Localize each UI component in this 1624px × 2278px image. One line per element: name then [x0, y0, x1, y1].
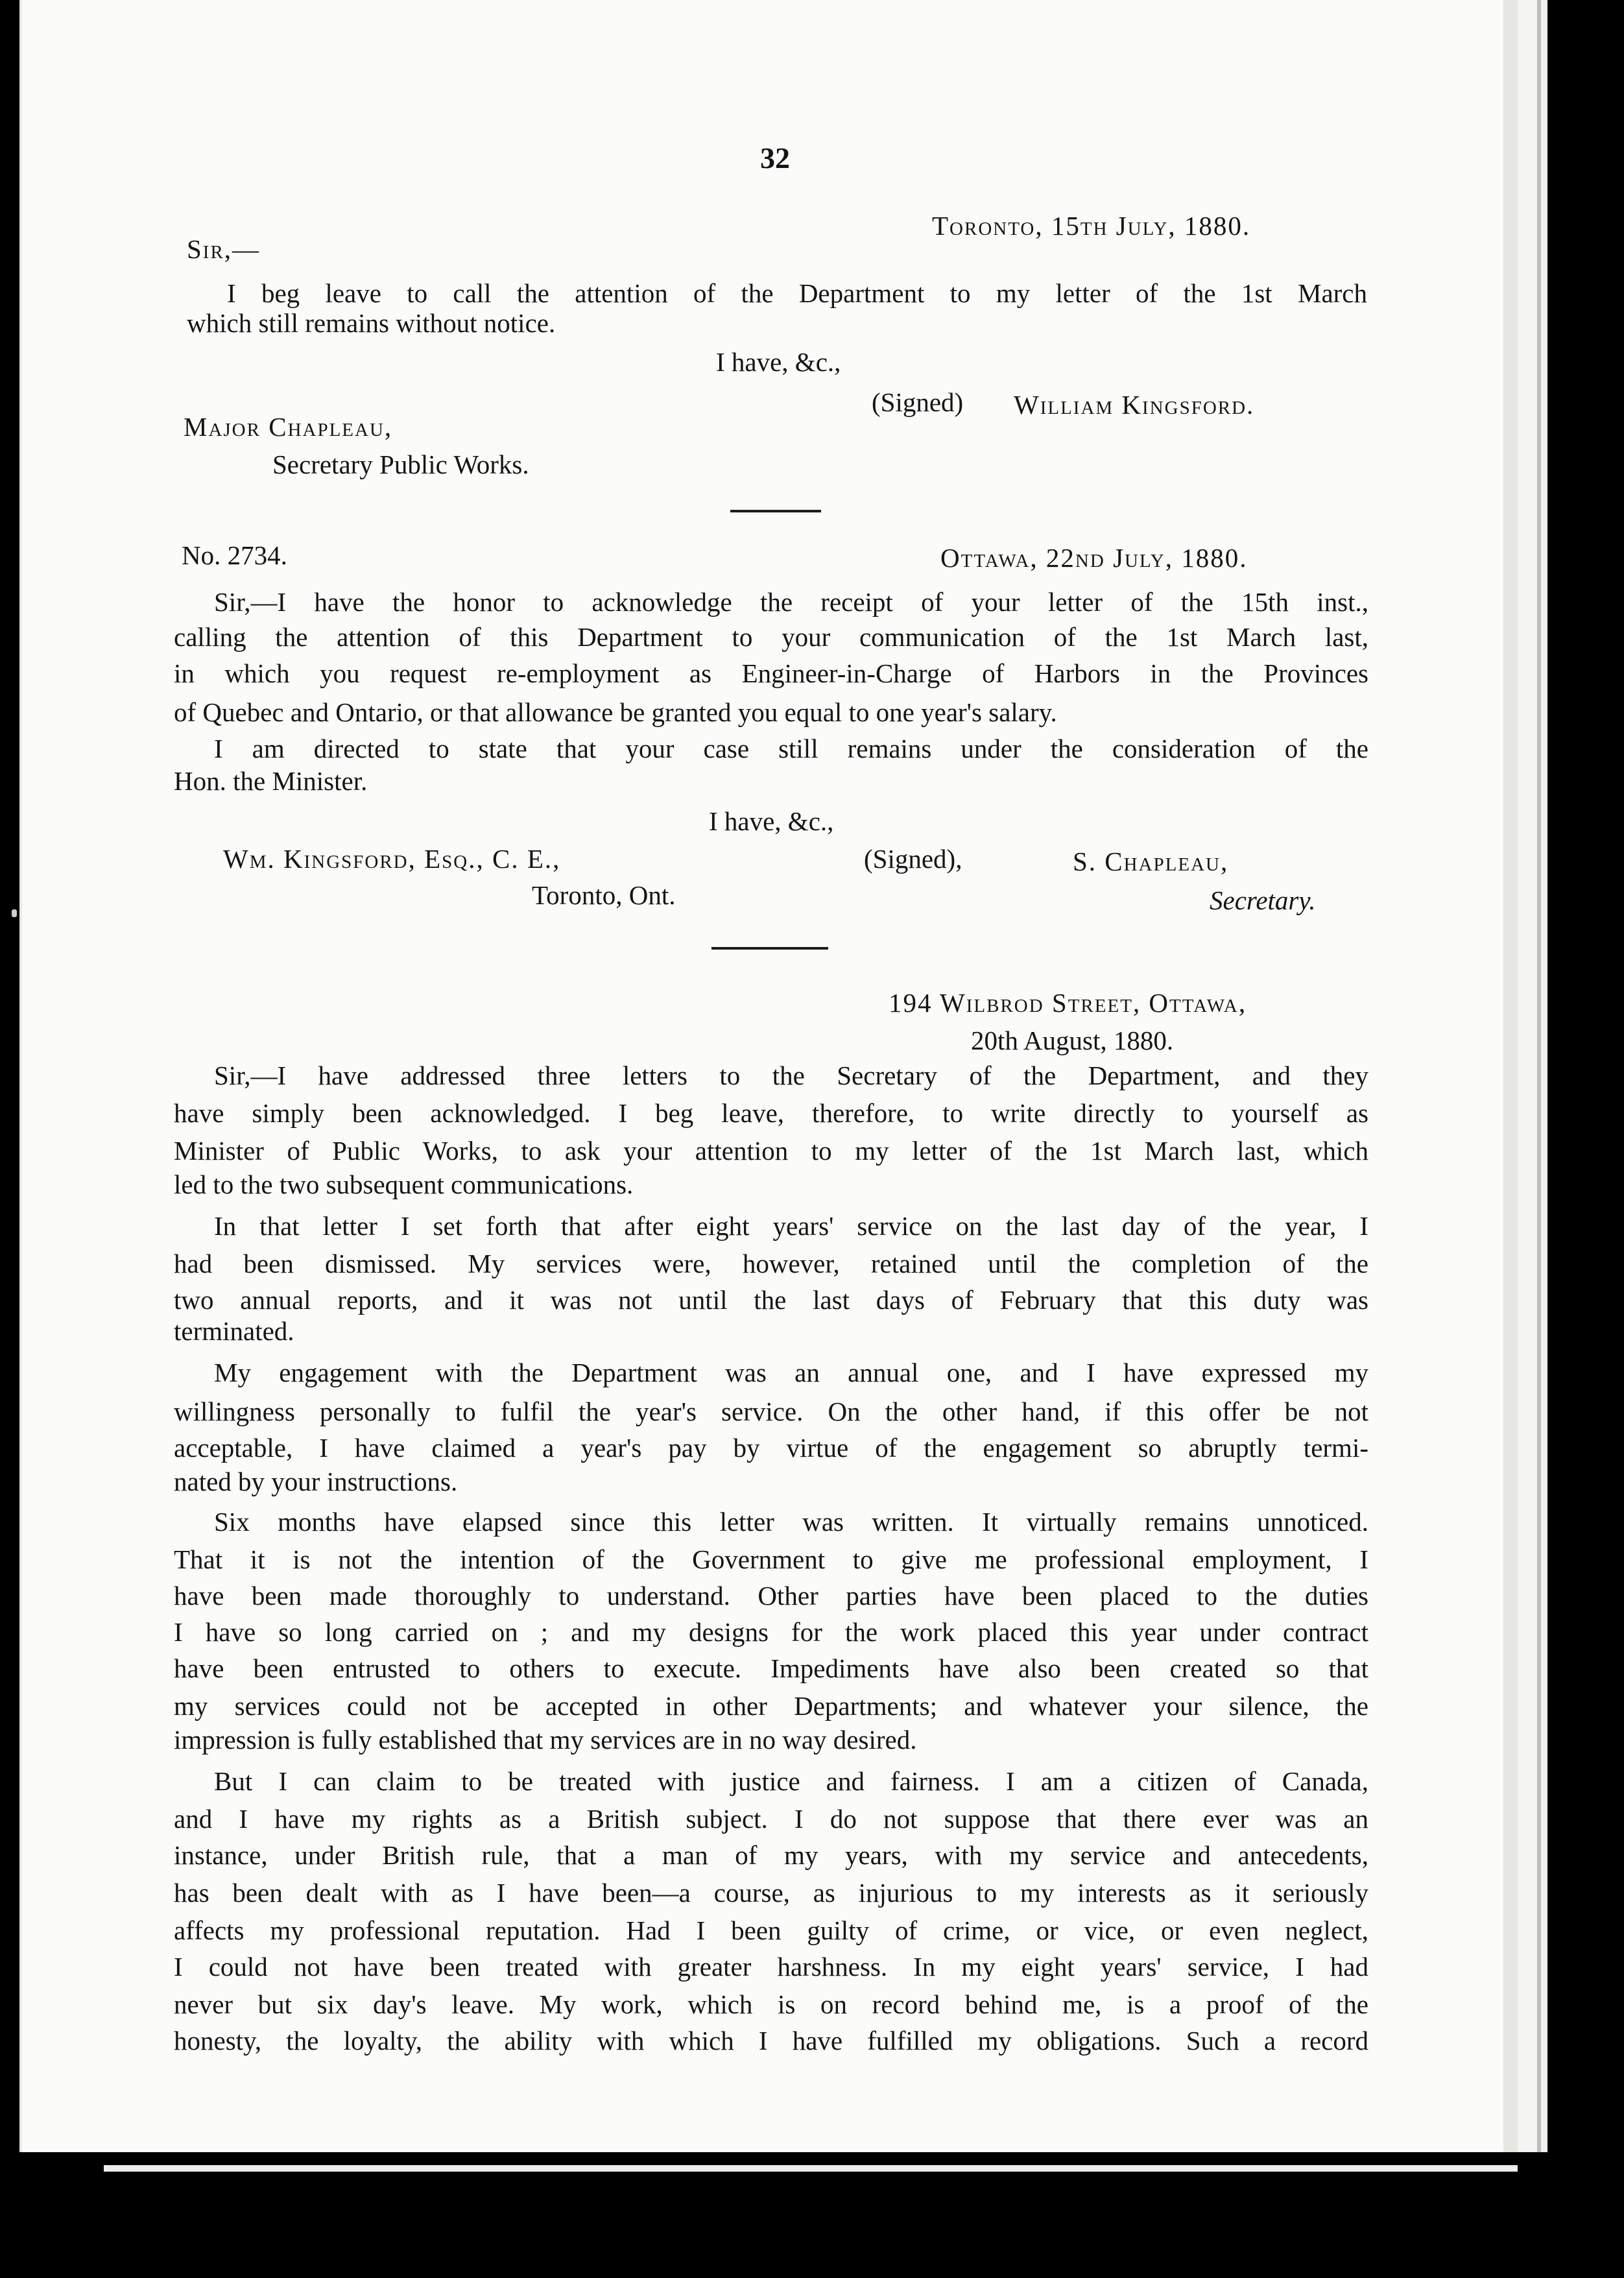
letter2-signature: S. Chapleau,: [1073, 846, 1229, 876]
letter2-body-line: I am directed to state that your case still remains under the consideration of the: [214, 734, 1368, 763]
letter3-body-line: terminated.: [174, 1316, 294, 1346]
letter1-closing: I have, &c.,: [716, 347, 841, 377]
page-edge: [1518, 0, 1537, 2278]
letter3-body-line: honesty, the loyalty, the ability with which I have fulfilled my obligations. Such a record: [174, 2026, 1368, 2056]
page-edge: [1503, 0, 1518, 2278]
letter2-place-date: Ottawa, 22nd July, 1880.: [940, 543, 1248, 573]
letter2-addressee-name: Wm. Kingsford, Esq., C. E.,: [223, 844, 561, 874]
letter1-signed: (Signed): [872, 387, 964, 417]
letter2-body-line: in which you request re-employment as Engineer-in-Charge of Harbors in the Provinces: [174, 658, 1368, 688]
letter1-place-date: Toronto, 15th July, 1880.: [932, 211, 1251, 241]
letter3-body-line: two annual reports, and it was not until the last days of February that this duty was: [174, 1285, 1368, 1315]
letter1-body-line: which still remains without notice.: [187, 308, 556, 338]
letter3-body-line: nated by your instructions.: [174, 1467, 458, 1496]
letter2-closing: I have, &c.,: [709, 806, 834, 836]
page-number: 32: [760, 141, 790, 174]
letter3-body-line: Six months have elapsed since this letter was written. It virtually remains unnoticed.: [214, 1507, 1368, 1537]
letter3-body-line: have been entrusted to others to execute. Impediments have also been created so that: [174, 1653, 1368, 1683]
page-edge: [104, 2165, 1518, 2172]
letter3-body-line: had been dismissed. My services were, however, retained until the completion of the: [174, 1249, 1368, 1278]
letter2-number: No. 2734.: [182, 540, 287, 570]
letter1-body-line: I beg leave to call the attention of the Department to my letter of the 1st March: [227, 278, 1367, 308]
letter3-body-line: affects my professional reputation. Had I been guilty of crime, or vice, or even neglect,: [174, 1915, 1368, 1945]
letter1-addressee-name: Major Chapleau,: [184, 412, 393, 442]
letter3-date: 20th August, 1880.: [971, 1025, 1174, 1055]
letter2-body-line: calling the attention of this Department to your communication of the 1st March last,: [174, 622, 1368, 652]
letter3-body-line: That it is not the intention of the Government to give me professional employment, I: [174, 1544, 1368, 1574]
letter2-body-line: Hon. the Minister.: [174, 766, 368, 796]
letter3-body-line: Sir,—I have addressed three letters to the Secretary of the Department, and they: [214, 1061, 1368, 1090]
letter1-signature: William Kingsford.: [1014, 390, 1255, 420]
letter3-body-line: and I have my rights as a British subject. I do not suppose that there ever was an: [174, 1804, 1368, 1834]
letter3-body-line: Minister of Public Works, to ask your attention to my letter of the 1st March last, which: [174, 1136, 1368, 1166]
letter3-body-line: instance, under British rule, that a man of my years, with my service and antecedents,: [174, 1840, 1368, 1870]
letter3-body-line: In that letter I set forth that after eight years' service on the last day of the year, I: [214, 1211, 1368, 1241]
letter2-signed: (Signed),: [864, 844, 962, 874]
letter1-salutation: Sir,—: [187, 234, 261, 264]
letter3-body-line: My engagement with the Department was an annual one, and I have expressed my: [214, 1358, 1368, 1387]
letter3-body-line: have simply been acknowledged. I beg leave, therefore, to write directly to yourself as: [174, 1098, 1368, 1128]
letter1-addressee-title: Secretary Public Works.: [272, 450, 529, 479]
letter2-addressee-place: Toronto, Ont.: [532, 880, 676, 910]
separator-rule: [730, 510, 821, 512]
letter2-signature-title: Secretary.: [1210, 885, 1316, 915]
scan-mark: [12, 909, 17, 917]
letter3-body-line: my services could not be accepted in other Departments; and whatever your silence, the: [174, 1691, 1368, 1721]
letter3-body-line: willingness personally to fulfil the year's service. On the other hand, if this offer be not: [174, 1397, 1368, 1426]
separator-rule: [711, 947, 828, 950]
letter3-body-line: But I can claim to be treated with justice and fairness. I am a citizen of Canada,: [214, 1766, 1368, 1796]
letter3-body-line: I could not have been treated with greater harshness. In my eight years' service, I had: [174, 1952, 1368, 1982]
letter3-body-line: led to the two subsequent communications.: [174, 1169, 634, 1199]
letter3-body-line: acceptable, I have claimed a year's pay by virtue of the engagement so abruptly termi-: [174, 1433, 1368, 1463]
letter3-body-line: have been made thoroughly to understand. Other parties have been placed to the duties: [174, 1581, 1368, 1611]
letter3-body-line: I have so long carried on ; and my designs for the work placed this year under contract: [174, 1617, 1368, 1647]
letter3-body-line: impression is fully established that my services are in no way desired.: [174, 1725, 917, 1755]
letter3-body-line: has been dealt with as I have been—a course, as injurious to my interests as it seriously: [174, 1878, 1368, 1908]
letter2-body-line: Sir,—I have the honor to acknowledge the receipt of your letter of the 15th inst.,: [214, 587, 1368, 617]
letter3-address: 194 Wilbrod Street, Ottawa,: [889, 988, 1247, 1018]
page-edge: [1541, 0, 1547, 2278]
letter2-body-line: of Quebec and Ontario, or that allowance be granted you equal to one year's salary.: [174, 697, 1057, 727]
letter3-body-line: never but six day's leave. My work, which is on record behind me, is a proof of the: [174, 1989, 1368, 2019]
